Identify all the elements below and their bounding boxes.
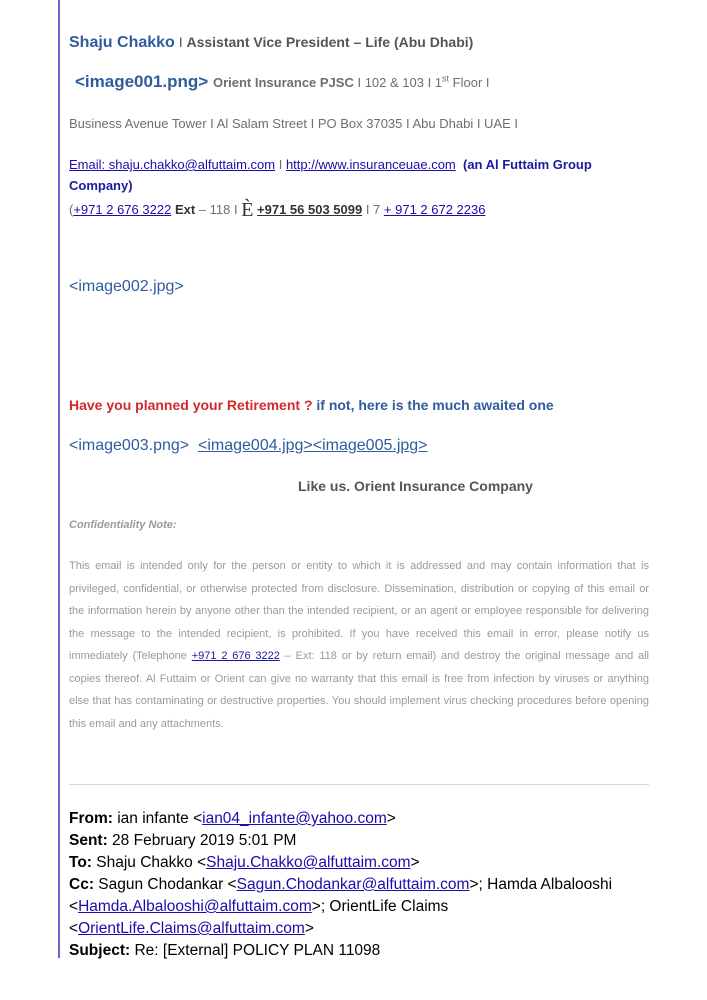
cc-email-link-3[interactable]: OrientLife.Claims@alfuttaim.com [78,920,305,937]
cc-line-3 [69,918,649,940]
to-line [69,852,649,874]
separator: I [174,34,187,50]
disclaimer-part-1: This email is intended only for the person or entity to which it is addressed and may contain information that is privileged, confidential, or otherwise protected from disclosure. Dissemination, distribution or copying of this email or the information herein by anyone other than the intended recipient, or an agent or employee responsible for delivering the message to the intended recipient, is prohibited. If you have received this email in error, please notify us immediately (Telephone [69,560,649,662]
cc-close-3: > [304,920,314,937]
email-headers [69,808,649,962]
subject-value: Re: [External] POLICY PLAN 11098 [130,942,381,959]
cc-email-link-2[interactable]: Hamda.Albalooshi@alfuttaim.com [78,898,312,915]
website-link[interactable]: http://www.insuranceuae.com [285,157,456,172]
cc-line-2 [69,896,649,918]
divider [69,784,649,785]
signature-name: Shaju Chakko [69,34,175,51]
from-name: ian infante < [112,810,203,827]
signature-email-link[interactable]: Email: shaju.chakko@alfuttaim.com [69,157,276,172]
cc-mid-2: >; OrientLife Claims [311,898,449,915]
company-line [75,72,490,92]
mobile-link[interactable]: +971 56 503 5099 [257,202,363,217]
images-line [69,437,428,455]
to-name: Shaju Chakko < [91,854,207,871]
signature-name-line [69,34,473,52]
image001-placeholder: <image001.png> [75,72,209,91]
phone-line [69,199,485,222]
from-email-link[interactable]: ian04_infante@yahoo.com [202,810,387,827]
subject-line [69,940,649,962]
floor-prefix: I 102 & 103 I 1 [353,75,443,90]
like-us-text: Like us. Orient Insurance Company [298,478,533,494]
group-note: (an Al Futtaim Group Company) [69,157,592,193]
to-close: > [410,854,420,871]
cc-mid-1: >; Hamda Albalooshi [469,876,613,893]
mobile-icon: È [241,199,254,221]
cc-line [69,874,649,896]
image003-placeholder: <image003.png> [69,437,190,454]
from-close: > [386,810,396,827]
cc-email-link-1[interactable]: Sagun.Chodankar@alfuttaim.com [236,876,470,893]
from-line [69,808,649,830]
confidentiality-heading: Confidentiality Note: [69,519,177,531]
address-line: Business Avenue Tower I Al Salam Street I PO Box 37035 I Abu Dhabi I UAE I [69,116,518,131]
from-label: From: [69,810,113,827]
cc-label: Cc: [69,876,94,893]
ext-label: Ext [174,202,196,217]
ext-value: – 118 I [195,202,242,217]
cc-open-2: < [69,898,79,915]
company-name: Orient Insurance PJSC [212,75,354,90]
fax-prefix: I 7 [362,202,384,217]
confidentiality-text [69,555,649,735]
separator: I [275,157,286,172]
floor-sup: st [442,73,450,84]
phone-open: ( [69,202,74,217]
image004-005-link[interactable]: <image004.jpg><image005.jpg> [198,437,428,454]
cc-open-3: < [69,920,79,937]
disclaimer-part-2: – Ext: 118 or by return email) and destroy the original message and all copies thereof. Al Futtaim or Orient can give no warranty that this email is free from infection by viruses or anything else that has contaminating or destructive properties. You should implement virus checking procedures before opening this email and any attachments. [69,650,649,730]
fax-link[interactable]: + 971 2 672 2236 [383,202,486,217]
sent-line [69,830,649,852]
sent-value: 28 February 2019 5:01 PM [107,832,297,849]
floor-suffix: Floor I [449,75,490,90]
phone-link[interactable]: +971 2 676 3222 [73,202,172,217]
sent-label: Sent: [69,832,108,849]
to-email-link[interactable]: Shaju.Chakko@alfuttaim.com [206,854,411,871]
retirement-answer: if not, here is the much awaited one [312,397,554,413]
signature-title: Assistant Vice President – Life (Abu Dhabi) [186,34,474,50]
disclaimer-phone-link[interactable]: +971 2 676 3222 [191,650,280,662]
retirement-question: Have you planned your Retirement ? [69,397,313,413]
subject-label: Subject: [69,942,131,959]
email-website-line [69,154,649,196]
image002-placeholder: <image002.jpg> [69,278,184,295]
retirement-banner [69,397,554,413]
cc-name-1: Sagun Chodankar < [93,876,237,893]
quote-bar [58,0,60,958]
to-label: To: [69,854,92,871]
